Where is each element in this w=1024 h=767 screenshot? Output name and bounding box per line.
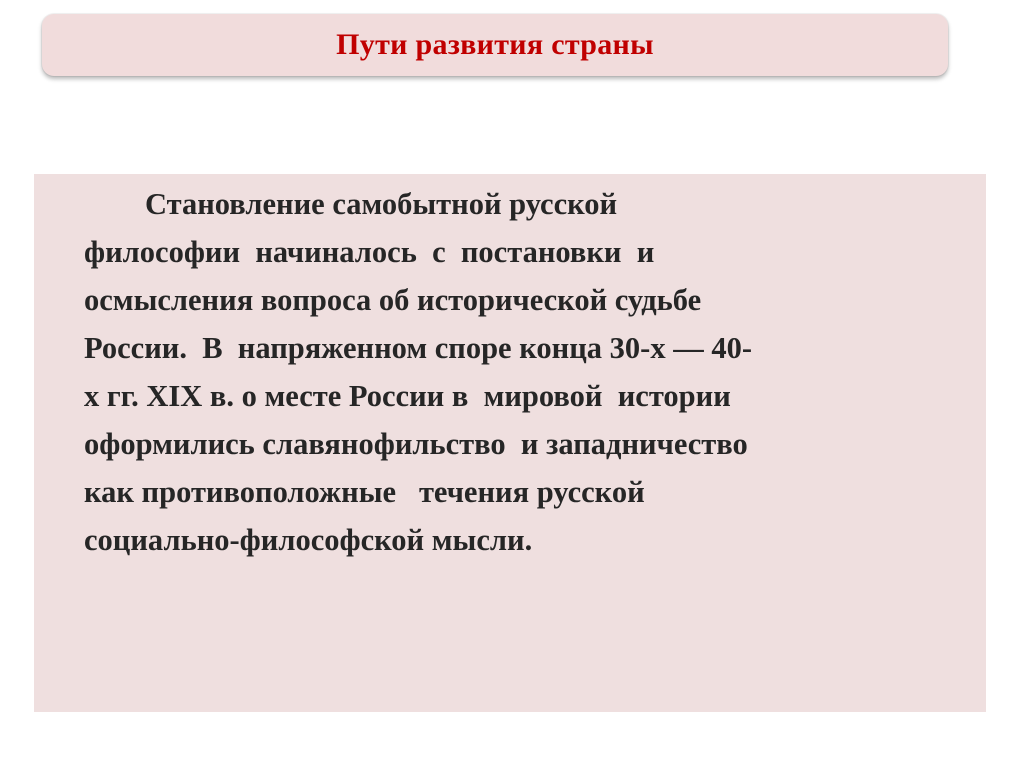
paragraph-line-5: х гг. XIX в. о месте России в мировой истории xyxy=(84,379,731,413)
paragraph-line-2: философии начиналось с постановки и xyxy=(84,235,655,269)
paragraph-line-7: как противоположные течения русской xyxy=(84,475,645,509)
body-paragraph xyxy=(84,180,964,564)
paragraph-line-1: Становление самобытной русской xyxy=(84,187,618,221)
slide-title: Пути развития страны xyxy=(336,28,654,61)
paragraph-line-8: социально-философской мысли. xyxy=(84,523,533,557)
content-panel xyxy=(34,174,986,712)
title-banner xyxy=(42,14,948,76)
paragraph-line-3: осмысления вопроса об исторической судьбе xyxy=(84,283,702,317)
paragraph-line-4: России. В напряженном споре конца 30-х — 40- xyxy=(84,331,752,365)
paragraph-line-6: оформились славянофильство и западничество xyxy=(84,427,748,461)
